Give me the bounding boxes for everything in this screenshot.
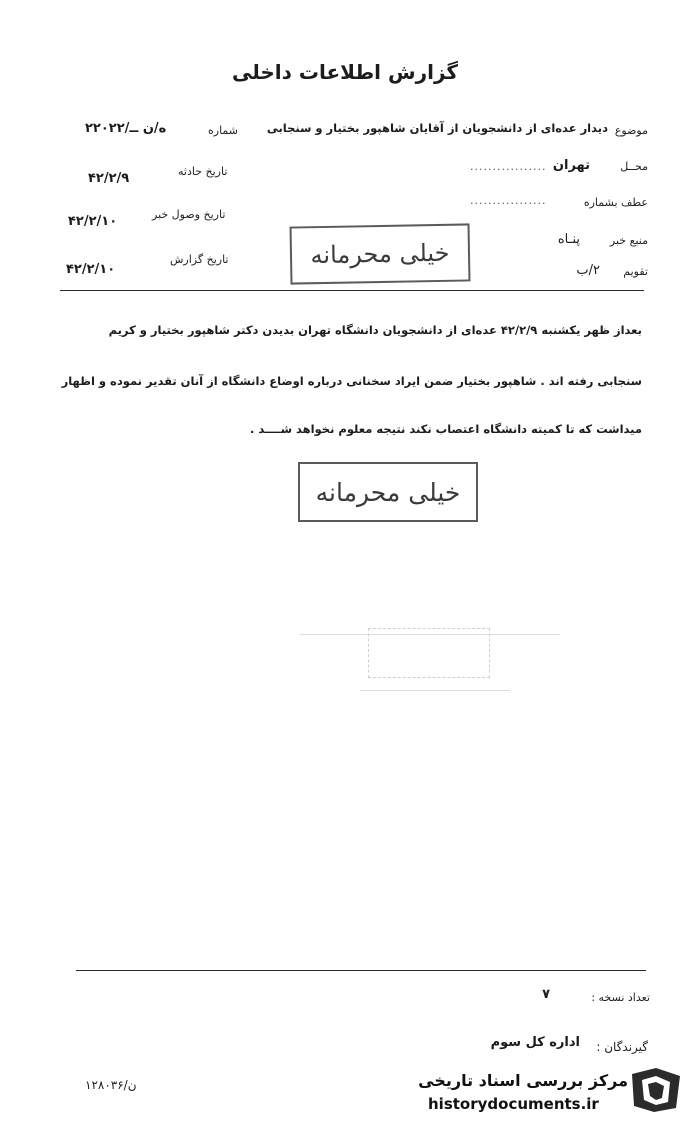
archive-name: مرکز بررسی اسناد تاریخی [418,1071,628,1090]
subject-label: موضوع [614,124,648,137]
body-line-3: میداشت که تا کمیته دانشگاه اعتصاب نکند نتیجه معلوم نخواهد شــــد . [249,422,642,436]
calendar-label: تقویم [623,265,648,278]
confidential-stamp-body: خیلی محرمانه [298,462,478,522]
location-label: محــل [620,160,648,173]
number-label: شماره [208,124,239,137]
location-dots: ................. [470,160,547,173]
copies-label: تعداد نسخه : [591,991,650,1004]
copies-value: ۷ [542,987,550,1002]
faint-line [360,690,510,691]
location-value: تهران [552,158,590,173]
source-value: پنـاه [557,232,580,247]
header-divider [60,290,644,291]
page-title: گزارش اطلاعات داخلی [231,60,459,84]
receipt-date-value: ۴۲/۲/۱۰ [68,214,118,229]
faint-mark [368,628,490,678]
report-date-label: تاریخ گزارش [170,253,229,266]
body-line-2: سنجابی رفته اند . شاهپور بختیار ضمن ایراد سخنانی درباره اوضاع دانشگاه از آنان تقدیر نموده و اظهار [61,374,642,388]
source-label: منبع خبر [609,234,648,247]
recipients-value: اداره کل سوم [490,1035,580,1050]
recipients-label: گیرندگان : [596,1040,648,1054]
number-value: ۲۲۰۲۲/ه/ن ــ [85,121,167,136]
receipt-date-label: تاریخ وصول خبر [152,208,226,221]
archive-url: historydocuments.ir [428,1095,599,1113]
calendar-value: ۲/ب [576,263,600,278]
footer-divider [76,970,646,971]
incident-date-label: تاریخ حادثه [178,165,228,178]
subject-value: دیدار عده‌ای از دانشجویان از آقایان شاهپور بختیار و سنجابی [266,121,608,135]
body-line-1: بعداز ظهر یکشنبه ۴۲/۲/۹ عده‌ای از دانشجویان دانشگاه تهران بدیدن دکتر شاهپور بختیار و کریم [108,323,642,337]
document-code: ۱۲۸۰۳۶/ن [85,1078,137,1092]
report-date-value: ۴۲/۲/۱۰ [66,262,116,277]
archive-logo-icon [626,1066,684,1114]
faint-line [300,634,560,635]
ref-dots: ................. [470,194,547,207]
confidential-stamp: خیلی محرمانه [290,223,471,284]
incident-date-value: ۴۲/۲/۹ [88,171,130,186]
ref-label: عطف بشماره [583,196,648,209]
